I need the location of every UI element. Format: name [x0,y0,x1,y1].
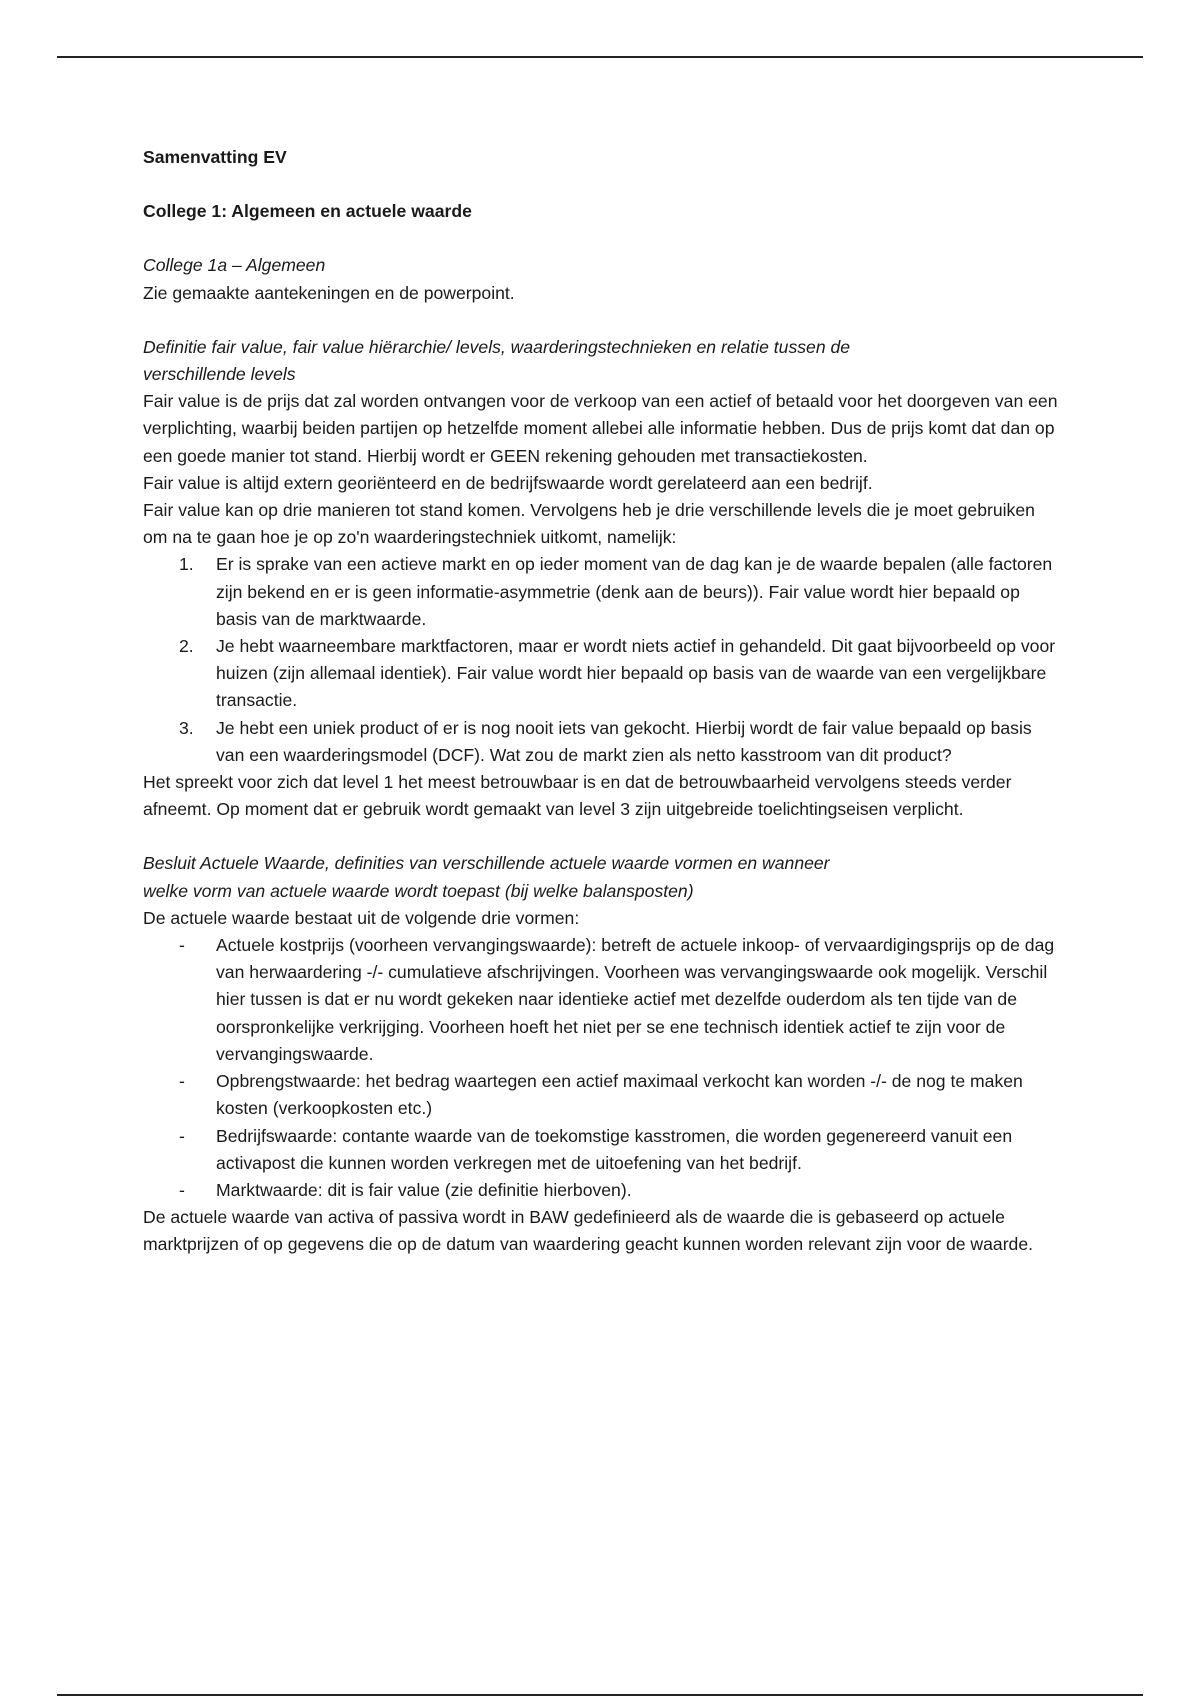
list-item [143,932,1063,1068]
list-item [143,1068,1063,1122]
list-item [143,551,1063,633]
document-title: Samenvatting EV [143,147,287,167]
fair-value-paragraph-2: Fair value is altijd extern georiënteerd en de bedrijfswaarde wordt gerelateerd aan een bedrijf. [143,472,873,493]
list-marker: 2. [179,636,194,657]
document-body [143,144,1063,1259]
actuele-waarde-closing: De actuele waarde van activa of passiva wordt in BAW gedefinieerd als de waarde die is gebaseerd op actuele marktprijzen of op gegevens die op de datum van waardering geacht kunnen worden relevant zijn voor de waarde. [143,1207,1034,1255]
list-item-text: Je hebt een uniek product of er is nog nooit iets van gekocht. Hierbij wordt de fair value bepaald op basis van een waarderingsmodel (DCF). Wat zou de markt zien als netto kasstroom van dit product? [216,717,1032,765]
list-marker: - [179,1179,185,1200]
list-item-text: Bedrijfswaarde: contante waarde van de toekomstige kasstromen, die worden gegenereerd vanuit een activapost die kunnen worden verkregen met de uitoefening van het bedrijf. [216,1125,1013,1173]
header-rule [57,56,1143,58]
section-1a-text: Zie gemaakte aantekeningen en de powerpoint. [143,282,515,303]
fair-value-paragraph-3: Fair value kan op drie manieren tot stand komen. Vervolgens heb je drie verschillende levels die je moet gebruiken om na te gaan hoe je op zo'n waarderingstechniek uitkomt, namelijk: [143,500,1035,548]
list-item-text: Opbrengstwaarde: het bedrag waartegen een actief maximaal verkocht kan worden -/- de nog te maken kosten (verkoopkosten etc.) [216,1071,1023,1119]
actuele-waarde-intro: De actuele waarde bestaat uit de volgende drie vormen: [143,907,580,928]
college-heading: College 1: Algemeen en actuele waarde [143,201,472,222]
list-item [143,1123,1063,1177]
fair-value-paragraph-1: Fair value is de prijs dat zal worden ontvangen voor de verkoop van een actief of betaald voor het doorgeven van een verplichting, waarbij beiden partijen op hetzelfde moment allebei alle informatie hebben. Dus de prijs komt dat dan op een goede manier tot stand. Hierbij wordt er GEEN rekening gehouden met transactiekosten. [143,391,1058,466]
list-marker: - [179,935,185,956]
list-item-text: Je hebt waarneembare marktfactoren, maar er wordt niets actief in gehandeld. Dit gaat bijvoorbeeld op voor huizen (zijn allemaal identiek). Fair value wordt hier bepaald op basis van de waarde van een vergelijkbare transactie. [216,636,1056,711]
list-marker: - [179,1071,185,1092]
footer-rule [57,1694,1143,1696]
list-item-text: Actuele kostprijs (voorheen vervangingswaarde): betreft de actuele inkoop- of vervaardigingsprijs op de dag van herwaardering -/- cumulatieve afschrijvingen. Voorheen was vervangingswaarde ook mogelijk. Verschil hier tussen is dat er nu wordt gekeken naar identieke actief met dezelfde ouderdom als ten tijde van de oorspronkelijke verkrijging. Voorheen hoeft het niet per se ene technisch identiek actief te zijn voor de vervangingswaarde. [216,935,1055,1064]
section-1a-heading: College 1a – Algemeen [143,255,326,276]
list-item [143,1177,1063,1204]
fair-value-levels-list [143,551,1063,769]
list-marker: 1. [179,554,194,575]
list-item [143,715,1063,769]
fair-value-heading: Definitie fair value, fair value hiërarchie/ levels, waarderingstechnieken en relatie tussen de verschillende levels [143,336,851,385]
actuele-waarde-heading-line-1: Besluit Actuele Waarde, definities van verschillende actuele waarde vormen en wanneer [143,853,830,874]
list-item-text: Marktwaarde: dit is fair value (zie definitie hierboven). [216,1179,632,1200]
actuele-waarde-forms-list [143,932,1063,1204]
list-marker: - [179,1125,185,1146]
list-item-text: Er is sprake van een actieve markt en op ieder moment van de dag kan je de waarde bepalen (alle factoren zijn bekend en er is geen informatie-asymmetrie (denk aan de beurs)). Fair value wordt hier bepaald op basis van de marktwaarde. [216,554,1053,629]
list-item [143,633,1063,715]
fair-value-paragraph-4: Het spreekt voor zich dat level 1 het meest betrouwbaar is en dat de betrouwbaarheid vervolgens steeds verder afneemt. Op moment dat er gebruik wordt gemaakt van level 3 zijn uitgebreide toelichtingseisen verplicht. [143,772,1012,820]
list-marker: 3. [179,717,194,738]
actuele-waarde-heading-line-2: welke vorm van actuele waarde wordt toepast (bij welke balansposten) [143,880,694,901]
